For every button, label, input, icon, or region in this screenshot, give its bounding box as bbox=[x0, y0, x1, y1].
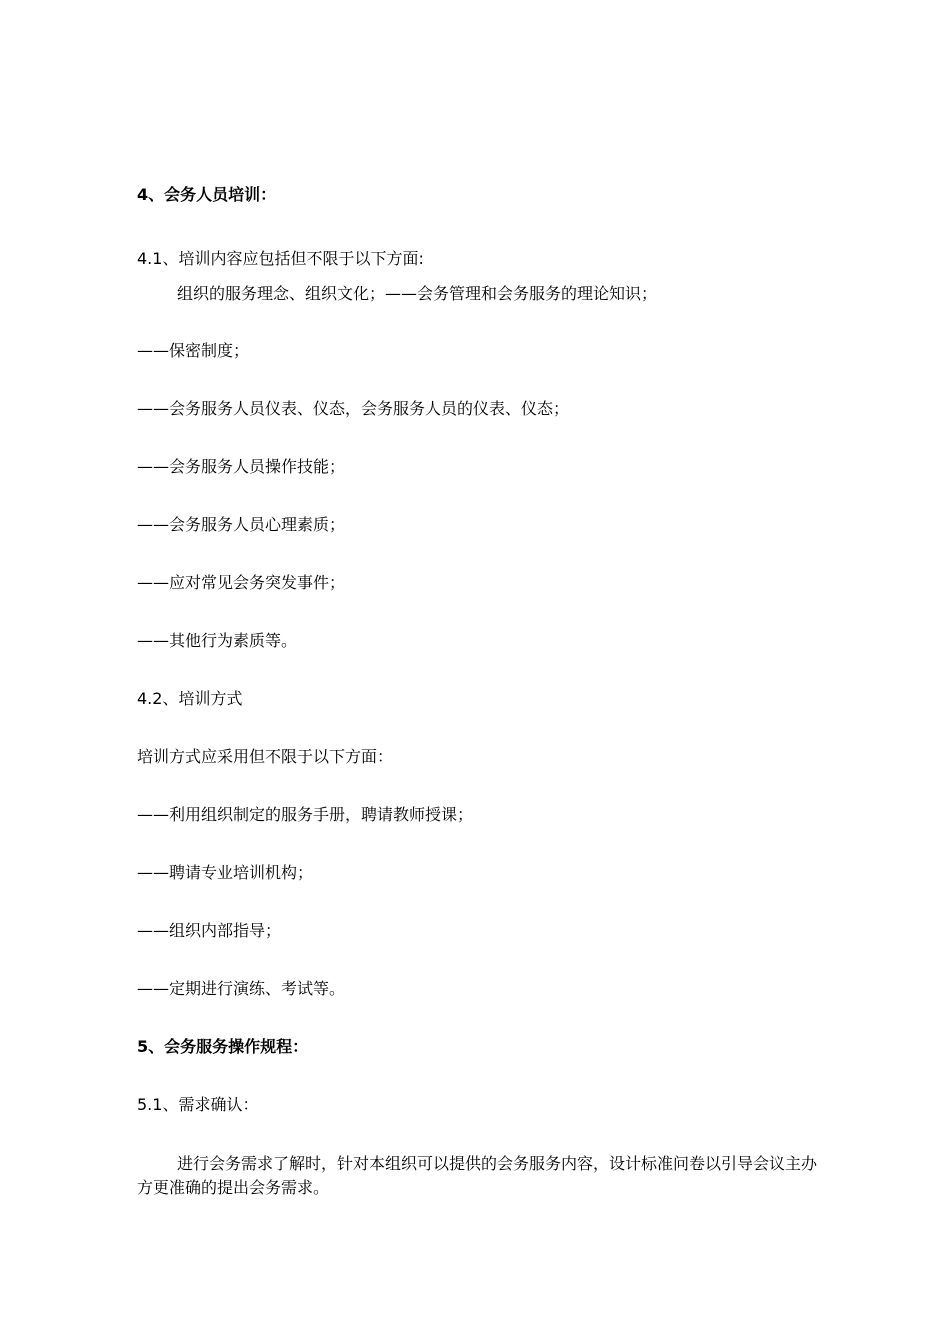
list-item: ——会务服务人员仪表、仪态，会务服务人员的仪表、仪态； bbox=[137, 399, 570, 418]
list-item: ——其他行为素质等。 bbox=[137, 631, 298, 650]
list-item: 组织的服务理念、组织文化；——会务管理和会务服务的理论知识； bbox=[177, 284, 658, 303]
list-item: ——会务服务人员操作技能； bbox=[137, 457, 346, 476]
list-item: ——应对常见会务突发事件； bbox=[137, 573, 346, 592]
section-4-2-title: 4.2、培训方式 bbox=[137, 689, 243, 708]
section-5-heading: 5、会务服务操作规程： bbox=[137, 1037, 309, 1056]
section-5-1-paragraph: 进行会务需求了解时，针对本组织可以提供的会务服务内容，设计标准问卷以引导会议主办方更准确的提出会务需求。 bbox=[137, 1154, 818, 1197]
list-item: ——组织内部指导； bbox=[137, 921, 282, 940]
section-4-heading: 4、会务人员培训： bbox=[137, 185, 277, 204]
list-item: ——利用组织制定的服务手册，聘请教师授课； bbox=[137, 805, 474, 824]
list-item: ——会务服务人员心理素质； bbox=[137, 515, 346, 534]
section-4-2-intro: 培训方式应采用但不限于以下方面： bbox=[137, 747, 394, 766]
list-item: ——保密制度； bbox=[137, 341, 250, 360]
section-5-1-title: 5.1、需求确认： bbox=[137, 1095, 259, 1114]
list-item: ——聘请专业培训机构； bbox=[137, 863, 314, 882]
section-4-1-title: 4.1、培训内容应包括但不限于以下方面: bbox=[137, 249, 424, 268]
list-item: ——定期进行演练、考试等。 bbox=[137, 979, 346, 998]
